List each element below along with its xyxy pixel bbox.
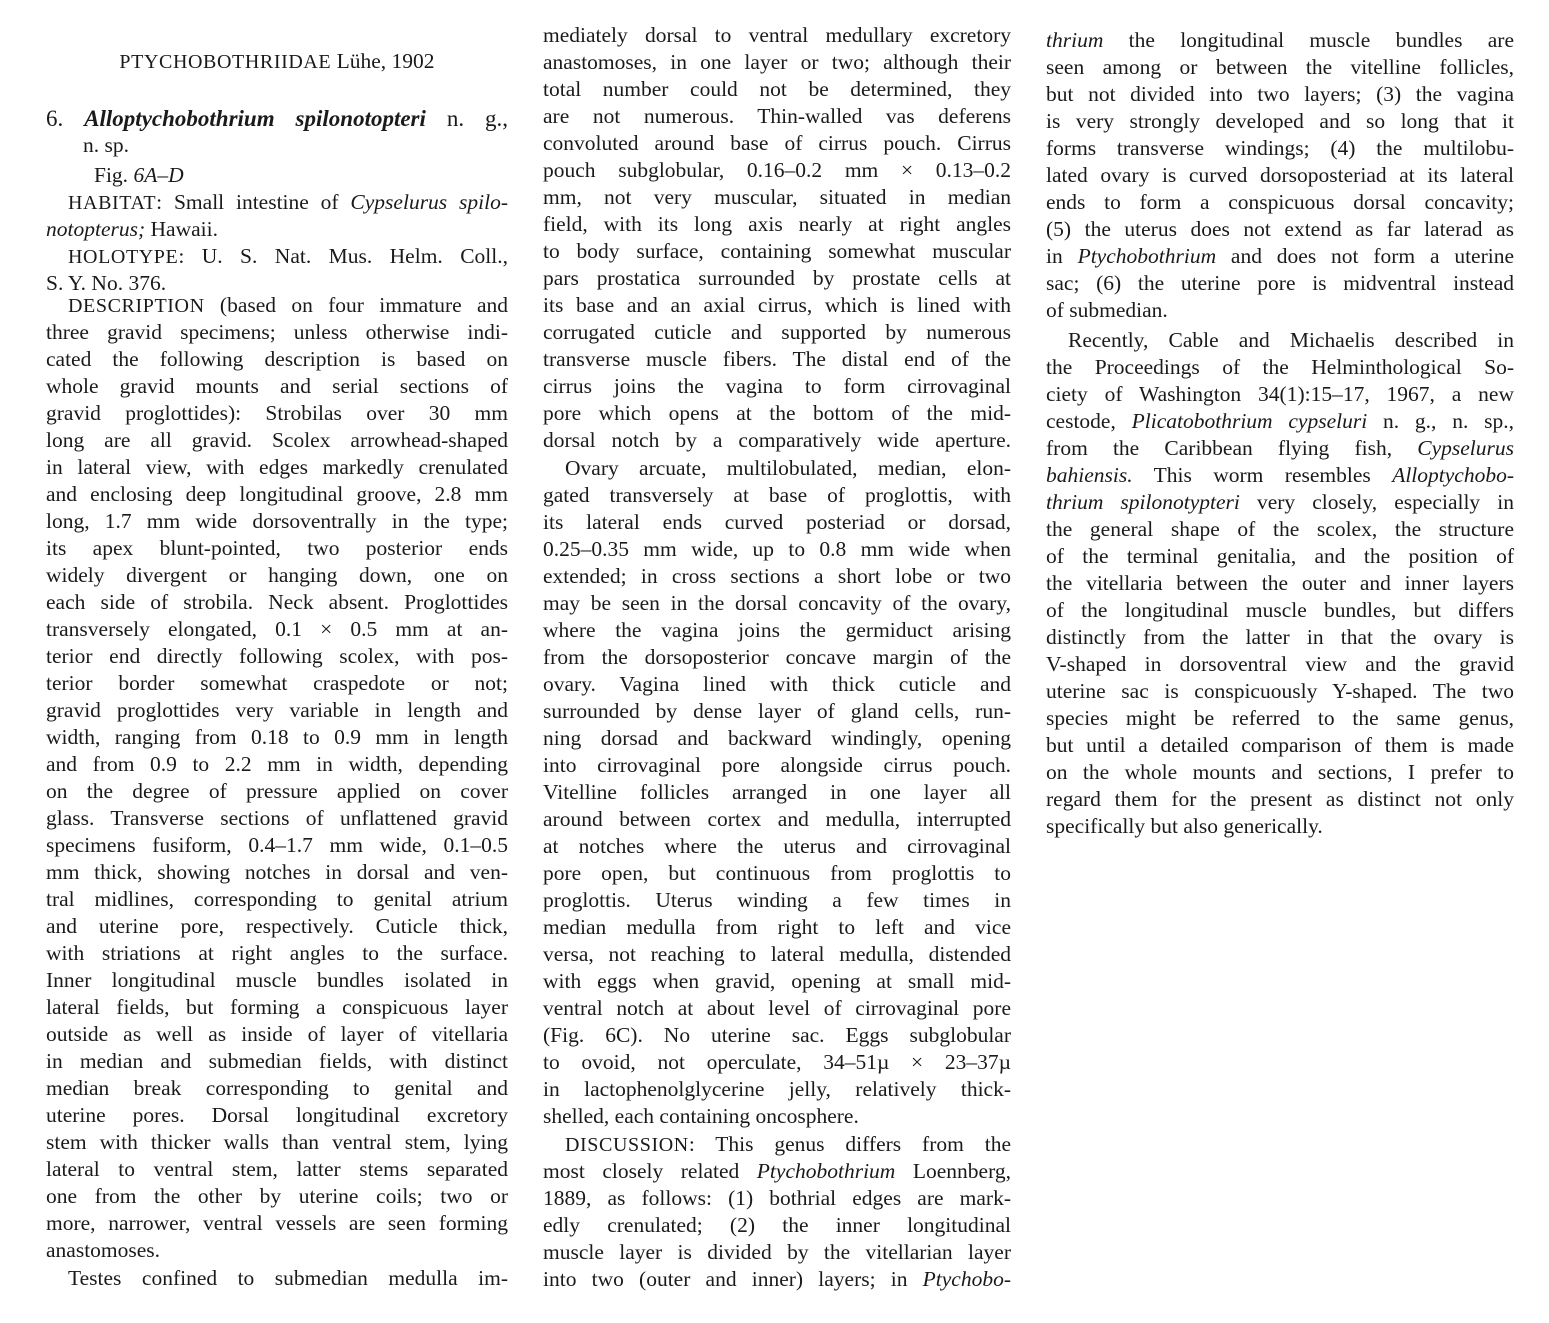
recently-line: of the longitudinal muscle bundles, but differs bbox=[1046, 598, 1514, 622]
testes-line: pore which opens at the bottom of the mid- bbox=[543, 401, 1011, 425]
recently-line: on the whole mounts and sections, I prefer to bbox=[1046, 760, 1514, 784]
ovary-line: median medulla from right to left and vice bbox=[543, 915, 1011, 939]
ovary-line: extended; in cross sections a short lobe or two bbox=[543, 564, 1011, 588]
description-line: long, 1.7 mm wide dorsoventrally in the type; bbox=[46, 509, 508, 533]
discussion-line bbox=[543, 1158, 1011, 1185]
recently-line: the Proceedings of the Helminthological So- bbox=[1046, 355, 1514, 379]
ovary-line: in lactophenolglycerine jelly, relatively thick- bbox=[543, 1077, 1011, 1101]
description-line: three gravid specimens; unless otherwise indi- bbox=[46, 320, 508, 344]
discussion-text: : This genus differs from the bbox=[688, 1132, 1011, 1156]
description-line: its apex blunt-pointed, two posterior ends bbox=[46, 536, 508, 560]
testes-line: mm, not very muscular, situated in median bbox=[543, 185, 1011, 209]
family-author: Lühe, 1902 bbox=[336, 49, 435, 73]
ovary-line: Ovary arcuate, multilobulated, median, elon- bbox=[565, 456, 1011, 480]
ovary-line: where the vagina joins the germiduct arising bbox=[543, 618, 1011, 642]
testes-line: Testes confined to submedian medulla im- bbox=[68, 1266, 508, 1290]
discussion-line: muscle layer is divided by the vitellarian layer bbox=[543, 1240, 1011, 1264]
description-line: stem with thicker walls than ventral stem, lying bbox=[46, 1130, 508, 1154]
ovary-line: versa, not reaching to lateral medulla, distended bbox=[543, 942, 1011, 966]
recently-line: species might be referred to the same genus, bbox=[1046, 706, 1514, 730]
discussion-line: seen among or between the vitelline follicles, bbox=[1046, 55, 1514, 79]
discussion-label: DISCUSSION bbox=[565, 1134, 689, 1156]
holotype-text: : U. S. Nat. Mus. Helm. Coll., bbox=[178, 244, 508, 268]
habitat-line-2 bbox=[46, 216, 508, 243]
ovary-line: ovary. Vagina lined with thick cuticle and bbox=[543, 672, 1011, 696]
holotype-label: HOLOTYPE bbox=[68, 246, 179, 268]
description-line: Inner longitudinal muscle bundles isolated in bbox=[46, 968, 508, 992]
description-line: and from 0.9 to 2.2 mm in width, depending bbox=[46, 752, 508, 776]
recently-line: uterine sac is conspicuously Y-shaped. The two bbox=[1046, 679, 1514, 703]
ovary-line: pore open, but continuous from proglottis to bbox=[543, 861, 1011, 885]
description-line: terior end directly following scolex, with pos- bbox=[46, 644, 508, 668]
recently-line: regard them for the present as distinct not only bbox=[1046, 787, 1514, 811]
discussion-text: the longitudinal muscle bundles are bbox=[1103, 28, 1514, 52]
species-name: thrium spilonotypteri bbox=[1046, 490, 1240, 514]
discussion-line: edly crenulated; (2) the inner longitudinal bbox=[543, 1213, 1011, 1237]
description-line: and enclosing deep longitudinal groove, 2.8 mm bbox=[46, 482, 508, 506]
ovary-line: from the dorsoposterior concave margin of the bbox=[543, 645, 1011, 669]
host-name: Cypselurus bbox=[1417, 436, 1514, 460]
description-line: in median and submedian fields, with distinct bbox=[46, 1049, 508, 1073]
recently-line: but until a detailed comparison of them is made bbox=[1046, 733, 1514, 757]
description-line: tral midlines, corresponding to genital atrium bbox=[46, 887, 508, 911]
testes-line: mediately dorsal to ventral medullary excretory bbox=[543, 23, 1011, 47]
recently-line: of the terminal genitalia, and the position of bbox=[1046, 544, 1514, 568]
ovary-line: shelled, each containing oncosphere. bbox=[543, 1104, 859, 1128]
recently-line bbox=[1046, 408, 1514, 435]
ovary-line: Vitelline follicles arranged in one layer all bbox=[543, 780, 1011, 804]
description-line: specimens fusiform, 0.4–1.7 mm wide, 0.1–0.5 bbox=[46, 833, 508, 857]
description-line: glass. Transverse sections of unflattened gravid bbox=[46, 806, 508, 830]
description-line: lateral to ventral stem, latter stems separated bbox=[46, 1157, 508, 1181]
family-heading bbox=[46, 48, 508, 75]
discussion-text: and does not form a uterine bbox=[1216, 244, 1515, 268]
description-line bbox=[46, 292, 508, 319]
discussion-line bbox=[1046, 243, 1514, 270]
testes-line: are not numerous. Thin-walled vas deferens bbox=[543, 104, 1011, 128]
genus-name: Ptychobothrium bbox=[1077, 244, 1217, 268]
description-line: width, ranging from 0.18 to 0.9 mm in length bbox=[46, 725, 508, 749]
description-line: in lateral view, with edges markedly crenulated bbox=[46, 455, 508, 479]
host-name: bahiensis. bbox=[1046, 463, 1133, 487]
recently-line bbox=[1046, 462, 1514, 489]
figure-id: 6A–D bbox=[133, 163, 184, 187]
family-name: PTYCHOBOTHRIIDAE bbox=[119, 51, 332, 73]
testes-line: field, with its long axis nearly at right angles bbox=[543, 212, 1011, 236]
testes-line: convoluted around base of cirrus pouch. Cirrus bbox=[543, 131, 1011, 155]
ovary-line: at notches where the uterus and cirrovaginal bbox=[543, 834, 1011, 858]
description-line: outside as well as inside of layer of vitellaria bbox=[46, 1022, 508, 1046]
recently-line: Recently, Cable and Michaelis described in bbox=[1068, 328, 1514, 352]
habitat-line-1 bbox=[46, 189, 508, 216]
description-line: on the degree of pressure applied on cover bbox=[46, 779, 508, 803]
recently-text: cestode, bbox=[1046, 409, 1132, 433]
species-name: Alloptychobo- bbox=[1392, 463, 1514, 487]
discussion-text: in bbox=[1046, 244, 1078, 268]
ovary-line: may be seen in the dorsal concavity of the ovary, bbox=[543, 591, 1011, 615]
species-title bbox=[46, 105, 508, 132]
ovary-line: to ovoid, not operculate, 34–51µ × 23–37µ bbox=[543, 1050, 1011, 1074]
testes-line: corrugated cuticle and supported by numerous bbox=[543, 320, 1011, 344]
recently-text: n. g., n. sp., bbox=[1367, 409, 1514, 433]
description-line: long are all gravid. Scolex arrowhead-shaped bbox=[46, 428, 508, 452]
discussion-line: 1889, as follows: (1) bothrial edges are mark- bbox=[543, 1186, 1011, 1210]
description-line: and uterine pore, respectively. Cuticle thick, bbox=[46, 914, 508, 938]
genus-name: thrium bbox=[1046, 28, 1104, 52]
figure-ref bbox=[46, 162, 508, 189]
recently-text: very closely, especially in bbox=[1239, 490, 1514, 514]
habitat-host: Cypselurus spilo- bbox=[350, 190, 508, 214]
description-line: terior border somewhat craspedote or not; bbox=[46, 671, 508, 695]
discussion-line: (5) the uterus does not extend as far laterad as bbox=[1046, 217, 1514, 241]
description-line: lateral fields, but forming a conspicuous layer bbox=[46, 995, 508, 1019]
ovary-line: its lateral ends curved posteriad or dorsad, bbox=[543, 510, 1011, 534]
testes-line: dorsal notch by a comparatively wide aperture. bbox=[543, 428, 1011, 452]
description-line: gravid proglottides): Strobilas over 30 mm bbox=[46, 401, 508, 425]
recently-line: distinctly from the latter in that the ovary is bbox=[1046, 625, 1514, 649]
discussion-line: lated ovary is curved dorsoposteriad at its lateral bbox=[1046, 163, 1514, 187]
discussion-line: sac; (6) the uterine pore is midventral instead bbox=[1046, 271, 1514, 295]
ovary-line: (Fig. 6C). No uterine sac. Eggs subglobular bbox=[543, 1023, 1011, 1047]
description-line: transversely elongated, 0.1 × 0.5 mm at an- bbox=[46, 617, 508, 641]
discussion-line bbox=[1046, 27, 1514, 54]
genus-name: Ptychobo- bbox=[922, 1267, 1011, 1291]
description-line: mm thick, showing notches in dorsal and ven- bbox=[46, 860, 508, 884]
description-line: widely divergent or hanging down, one on bbox=[46, 563, 508, 587]
description-line: whole gravid mounts and serial sections of bbox=[46, 374, 508, 398]
discussion-line: of submedian. bbox=[1046, 298, 1168, 322]
description-label: DESCRIPTION bbox=[68, 295, 205, 317]
recently-line: the general shape of the scolex, the structure bbox=[1046, 517, 1514, 541]
recently-line bbox=[1046, 435, 1514, 462]
description-line: more, narrower, ventral vessels are seen forming bbox=[46, 1211, 508, 1235]
testes-line: pars prostatica surrounded by prostate cells at bbox=[543, 266, 1011, 290]
discussion-line bbox=[543, 1266, 1011, 1293]
habitat-text: : Small intestine of bbox=[156, 190, 351, 214]
discussion-line: but not divided into two layers; (3) the vagina bbox=[1046, 82, 1514, 106]
ovary-line: ventral notch at about level of cirrovaginal pore bbox=[543, 996, 1011, 1020]
description-line: anastomoses. bbox=[46, 1238, 161, 1262]
recently-line: the vitellaria between the outer and inner layers bbox=[1046, 571, 1514, 595]
ovary-line: 0.25–0.35 mm wide, up to 0.8 mm wide when bbox=[543, 537, 1011, 561]
ovary-line: into cirrovaginal pore alongside cirrus pouch. bbox=[543, 753, 1011, 777]
habitat-host-cont: notopterus; bbox=[46, 217, 146, 241]
holotype-line-1 bbox=[46, 243, 508, 270]
testes-line: pouch subglobular, 0.16–0.2 mm × 0.13–0.2 bbox=[543, 158, 1011, 182]
ovary-line: with eggs when gravid, opening at small mid- bbox=[543, 969, 1011, 993]
description-line: gravid proglottides very variable in length and bbox=[46, 698, 508, 722]
description-line: median break corresponding to genital and bbox=[46, 1076, 508, 1100]
ovary-line: proglottis. Uterus winding a few times in bbox=[543, 888, 1011, 912]
description-line: with striations at right angles to the surface. bbox=[46, 941, 508, 965]
ovary-line: surrounded by dense layer of gland cells, run- bbox=[543, 699, 1011, 723]
recently-line: ciety of Washington 34(1):15–17, 1967, a new bbox=[1046, 382, 1514, 406]
discussion-text: most closely related bbox=[543, 1159, 757, 1183]
description-line: each side of strobila. Neck absent. Proglottides bbox=[46, 590, 508, 614]
species-name: Plicatobothrium cypseluri bbox=[1131, 409, 1368, 433]
recently-text: from the Caribbean flying fish, bbox=[1046, 436, 1418, 460]
testes-line: transverse muscle fibers. The distal end of the bbox=[543, 347, 1011, 371]
recently-text: This worm resembles bbox=[1132, 463, 1393, 487]
testes-line: cirrus joins the vagina to form cirrovaginal bbox=[543, 374, 1011, 398]
habitat-label: HABITAT bbox=[68, 192, 157, 214]
discussion-line: forms transverse windings; (4) the multilobu- bbox=[1046, 136, 1514, 160]
recently-line: specifically but also generically. bbox=[1046, 814, 1323, 838]
testes-line: anastomoses, in one layer or two; although their bbox=[543, 50, 1011, 74]
ovary-line: around between cortex and medulla, interrupted bbox=[543, 807, 1011, 831]
recently-line: V-shaped in dorsoventral view and the gravid bbox=[1046, 652, 1514, 676]
description-line: one from the other by uterine coils; two or bbox=[46, 1184, 508, 1208]
figure-label: Fig. bbox=[94, 163, 134, 187]
holotype-line-2: S. Y. No. 376. bbox=[46, 271, 167, 295]
discussion-text: into two (outer and inner) layers; in bbox=[543, 1267, 923, 1291]
habitat-location: Hawaii. bbox=[145, 217, 218, 241]
genus-name: Ptychobothrium bbox=[756, 1159, 896, 1183]
ovary-line: gated transversely at base of proglottis, with bbox=[543, 483, 1011, 507]
species-title-cont: n. sp. bbox=[83, 133, 129, 157]
testes-line: to body surface, containing somewhat muscular bbox=[543, 239, 1011, 263]
testes-line: its base and an axial cirrus, which is lined with bbox=[543, 293, 1011, 317]
testes-line: total number could not be determined, they bbox=[543, 77, 1011, 101]
discussion-line bbox=[543, 1131, 1011, 1158]
description-line: cated the following description is based on bbox=[46, 347, 508, 371]
discussion-text: Loennberg, bbox=[895, 1159, 1011, 1183]
discussion-line: is very strongly developed and so long that it bbox=[1046, 109, 1514, 133]
species-suffix: n. g., bbox=[446, 106, 509, 131]
description-line: uterine pores. Dorsal longitudinal excretory bbox=[46, 1103, 508, 1127]
ovary-line: ning dorsad and backward windingly, opening bbox=[543, 726, 1011, 750]
description-text: (based on four immature and bbox=[204, 293, 508, 317]
recently-line bbox=[1046, 489, 1514, 516]
discussion-line: ends to form a conspicuous dorsal concavity; bbox=[1046, 190, 1514, 214]
species-name: Alloptychobothrium spilonotopteri bbox=[84, 106, 426, 131]
species-number: 6. bbox=[46, 106, 64, 131]
